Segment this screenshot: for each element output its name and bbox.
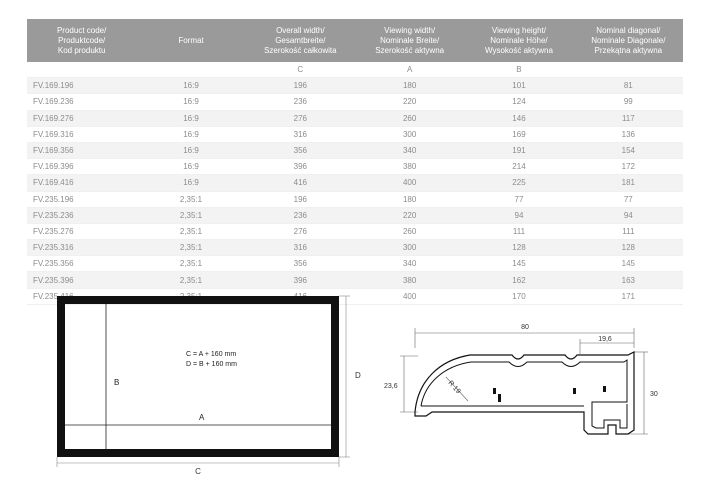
table-cell: 2,35:1	[136, 223, 245, 239]
label-d: D	[355, 371, 361, 380]
table-cell: 276	[246, 223, 355, 239]
column-header-line: Format	[178, 35, 204, 45]
table-cell: 128	[464, 240, 573, 256]
column-header-line: Szerokość aktywna	[375, 45, 445, 55]
column-header-line: Viewing height/	[491, 25, 547, 35]
table-cell: 340	[355, 142, 464, 158]
dim-width-label: 80	[521, 324, 529, 331]
label-b: B	[114, 378, 120, 387]
product-code-cell: FV.235.396	[27, 272, 136, 288]
table-cell: 172	[574, 159, 683, 175]
dim-radius-label: R 19	[446, 379, 462, 396]
table-cell: 117	[574, 110, 683, 126]
product-code-cell: FV.235.236	[27, 207, 136, 223]
table-cell: 356	[246, 142, 355, 158]
table-cell: 2,35:1	[136, 288, 245, 304]
product-code-cell: FV.235.276	[27, 223, 136, 239]
table-cell: 162	[464, 272, 573, 288]
table-cell: 180	[355, 78, 464, 94]
product-code-cell: FV.169.416	[27, 175, 136, 191]
column-header-line: Produktcode/	[58, 35, 106, 45]
table-cell: 111	[464, 223, 573, 239]
column-header-line: Kod produktu	[57, 45, 106, 55]
table-cell: 2,35:1	[136, 240, 245, 256]
table-cell: 94	[574, 207, 683, 223]
table-cell: 380	[355, 159, 464, 175]
column-header-line: Przekątna aktywna	[594, 45, 663, 55]
table-cell: 380	[355, 272, 464, 288]
product-code-cell: FV.235.356	[27, 256, 136, 272]
table-cell: 145	[574, 256, 683, 272]
column-header-line: Nominale Breite/	[380, 35, 440, 45]
table-cell: 81	[574, 78, 683, 94]
column-header-line: Viewing width/	[384, 25, 436, 35]
table-cell: 400	[355, 288, 464, 304]
profile-stud-4	[573, 388, 576, 394]
table-cell: 236	[246, 94, 355, 110]
table-cell: 101	[464, 78, 573, 94]
column-header-line: Nominale Diagonale/	[591, 35, 666, 45]
product-code-cell: FV.235.196	[27, 191, 136, 207]
table-cell: 2,35:1	[136, 191, 245, 207]
product-code-cell: FV.169.396	[27, 159, 136, 175]
table-cell: 316	[246, 126, 355, 142]
table-cell: 124	[464, 94, 573, 110]
table-cell: 191	[464, 142, 573, 158]
profile-stud-2	[498, 394, 501, 402]
table-cell: 99	[574, 94, 683, 110]
column-header-line: Nominale Höhe/	[490, 35, 548, 45]
table-cell: 225	[464, 175, 573, 191]
dim-lip-label: 19,6	[598, 336, 612, 343]
table-cell: 94	[464, 207, 573, 223]
table-cell: 16:9	[136, 78, 245, 94]
table-cell: 196	[246, 191, 355, 207]
table-cell: 136	[574, 126, 683, 142]
table-cell: 300	[355, 126, 464, 142]
table-cell: 396	[246, 272, 355, 288]
table-cell: 16:9	[136, 94, 245, 110]
table-cell: 196	[246, 78, 355, 94]
table-cell: 77	[464, 191, 573, 207]
label-c: C	[195, 467, 201, 476]
table-cell: 416	[246, 175, 355, 191]
dimension-letter: B	[464, 62, 573, 78]
product-code-cell: FV.169.236	[27, 94, 136, 110]
dimension-letter: C	[246, 62, 355, 78]
table-cell: 170	[464, 288, 573, 304]
column-header-line: Nominal diagonal/	[596, 25, 661, 35]
table-cell: 169	[464, 126, 573, 142]
profile-stud-3	[603, 386, 606, 392]
table-cell: 16:9	[136, 142, 245, 158]
column-header-line: Wysokość aktywna	[485, 45, 553, 55]
column-header-line: Szerokość całkowita	[264, 45, 337, 55]
table-cell: 220	[355, 94, 464, 110]
profile-inner-outline	[421, 360, 627, 428]
table-cell: 16:9	[136, 110, 245, 126]
table-cell: 356	[246, 256, 355, 272]
table-cell: 260	[355, 110, 464, 126]
product-code-cell: FV.169.316	[27, 126, 136, 142]
formula-c: C = A + 160 mm	[186, 351, 237, 358]
table-cell: 146	[464, 110, 573, 126]
table-cell: 16:9	[136, 175, 245, 191]
product-code-cell: FV.235.316	[27, 240, 136, 256]
product-code-cell: FV.169.276	[27, 110, 136, 126]
table-cell: 2,35:1	[136, 272, 245, 288]
label-a: A	[199, 413, 205, 422]
table-cell: 2,35:1	[136, 207, 245, 223]
dim-height-right-label: 30	[650, 391, 658, 398]
product-code-cell: FV.169.196	[27, 78, 136, 94]
column-header-line: Overall width/	[276, 25, 325, 35]
table-cell: 340	[355, 256, 464, 272]
table-cell: 260	[355, 223, 464, 239]
table-cell: 214	[464, 159, 573, 175]
table-cell: 16:9	[136, 159, 245, 175]
profile-stud-1	[493, 388, 496, 394]
table-cell: 181	[574, 175, 683, 191]
table-cell: 154	[574, 142, 683, 158]
table-cell: 128	[574, 240, 683, 256]
table-cell: 77	[574, 191, 683, 207]
table-cell: 396	[246, 159, 355, 175]
table-cell: 300	[355, 240, 464, 256]
formula-d: D = B + 160 mm	[186, 361, 237, 368]
table-cell: 220	[355, 207, 464, 223]
table-cell: 111	[574, 223, 683, 239]
table-cell: 171	[574, 288, 683, 304]
table-cell: 163	[574, 272, 683, 288]
dim-height-left-label: 23,6	[384, 383, 398, 390]
product-code-cell: FV.169.356	[27, 142, 136, 158]
table-cell: 316	[246, 240, 355, 256]
table-cell: 276	[246, 110, 355, 126]
column-header-line: Gesamtbreite/	[275, 35, 326, 45]
product-code-cell: FV.235.416	[27, 288, 136, 304]
table-cell: 400	[355, 175, 464, 191]
table-cell: 16:9	[136, 126, 245, 142]
table-cell: 145	[464, 256, 573, 272]
table-cell: 416	[246, 288, 355, 304]
table-cell: 236	[246, 207, 355, 223]
column-header-line: Product code/	[56, 25, 107, 35]
table-cell: 180	[355, 191, 464, 207]
dimension-letter: A	[355, 62, 464, 78]
table-cell: 2,35:1	[136, 256, 245, 272]
